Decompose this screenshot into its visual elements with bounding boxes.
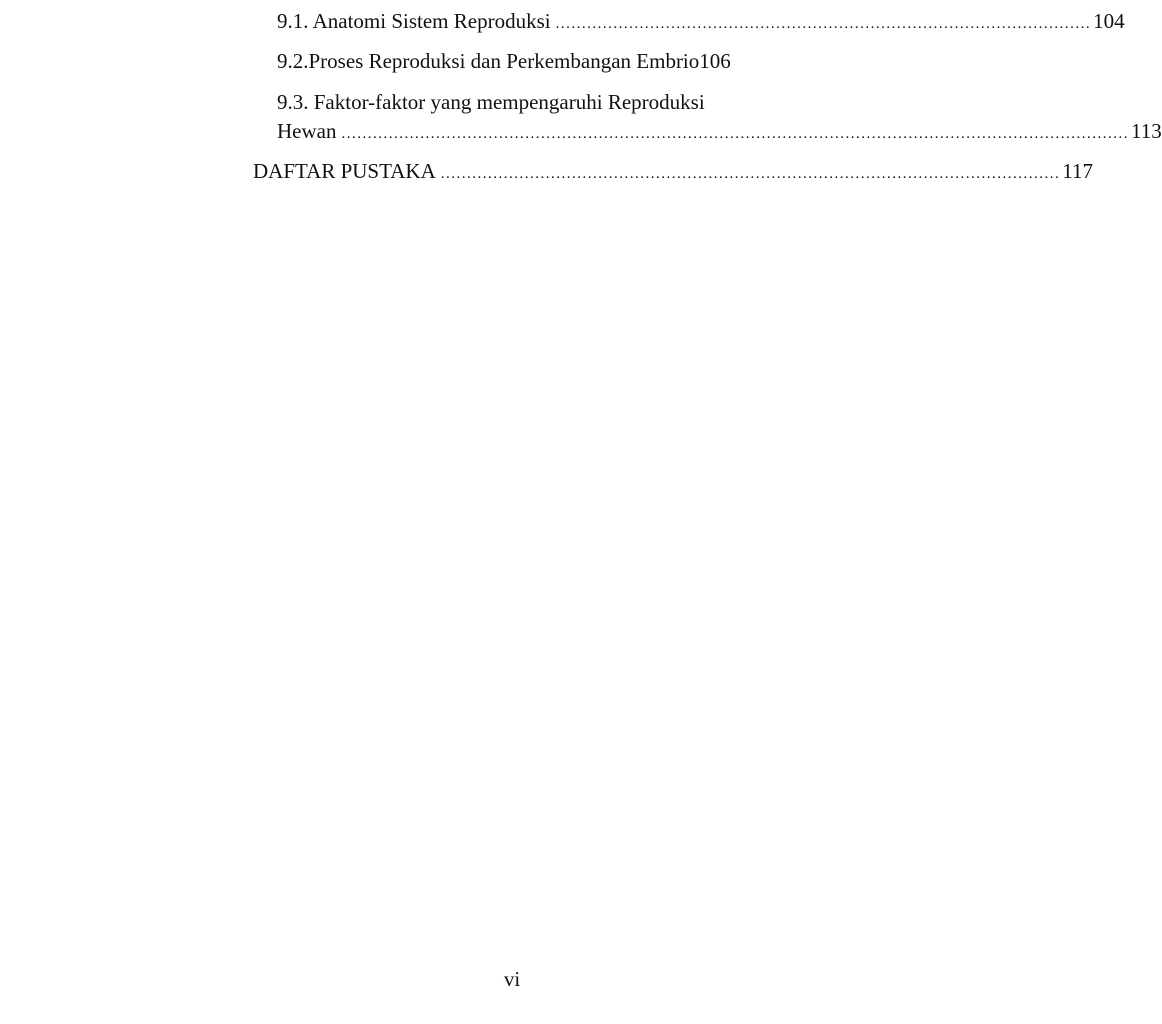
toc-entry-9-3-line1 — [277, 89, 705, 115]
toc-leader-dots: ...................................................................................................................... — [440, 166, 1061, 182]
page-number: vi — [503, 967, 521, 991]
toc-entry-label: 9.2.Proses Reproduksi dan Perkembangan Embrio106 — [277, 49, 731, 73]
toc-entry-9-2 — [277, 48, 731, 74]
toc-entry-page: 104 — [1093, 9, 1125, 33]
toc-entry-daftar-pustaka — [253, 158, 1093, 187]
toc-entry-page: 117 — [1062, 159, 1093, 183]
toc-entry-label: Hewan — [277, 119, 337, 143]
toc-entry-label: 9.1. Anatomi Sistem Reproduksi — [277, 9, 551, 33]
toc-entry-9-1 — [277, 8, 1125, 37]
toc-leader-dots: ...................................................................................................................................................... — [341, 126, 1129, 142]
toc-entry-label: DAFTAR PUSTAKA — [253, 159, 436, 183]
toc-entry-page: 113 — [1130, 119, 1162, 143]
toc-entry-9-3 — [277, 118, 1162, 147]
toc-leader-dots: ...................................................................................................... — [555, 16, 1092, 32]
toc-entry-label: 9.3. Faktor-faktor yang mempengaruhi Reproduksi — [277, 90, 705, 114]
